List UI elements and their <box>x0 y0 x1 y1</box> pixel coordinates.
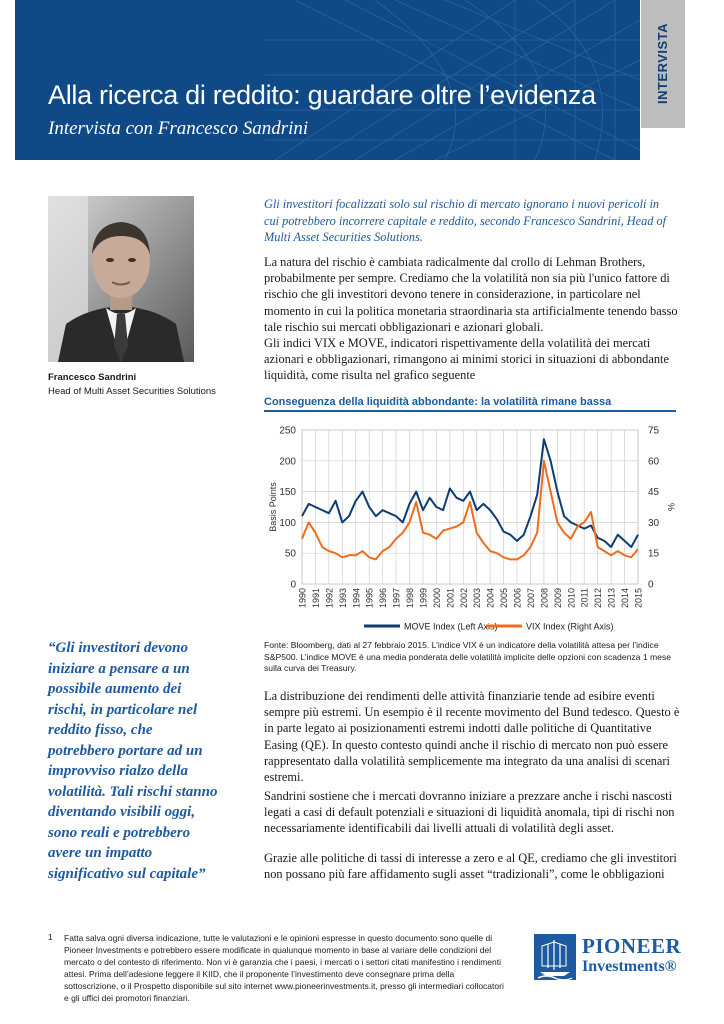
x-tick-label: 2005 <box>499 588 510 609</box>
footnote-number: 1 <box>48 932 53 942</box>
x-tick-label: 1995 <box>364 588 375 609</box>
chart-title-rule <box>264 410 676 412</box>
photo-caption-role: Head of Multi Asset Securities Solutions <box>48 386 216 397</box>
y2-tick-label: 30 <box>648 517 660 529</box>
intro-text: Gli investitori focalizzati solo sul rischio di mercato ignorano i nuovi pericoli in cui potrebbero incorrere capitale e reddito, secondo Francesco Sandrini, Head of Multi Asset Securities Solutions. <box>264 197 667 244</box>
paragraph-text: La distribuzione dei rendimenti delle attività finanziarie tende ad esibire eventi sempre più estremi. Un esempio è il recente movimento del Bund tedesco. Questo è in parte legato ai posizionamenti estremi indotti dalle politiche di Quantitative Easing (QE). In questo contesto quindi anche il rischio di mercato non può essere rappresentato dalla volatilità semplicemente ma integrato da una analisi di scenari estremi. <box>264 689 680 785</box>
x-tick-label: 2000 <box>431 588 442 609</box>
portrait-photo <box>48 196 194 362</box>
x-tick-label: 1999 <box>418 588 429 609</box>
x-tick-label: 2008 <box>539 588 550 609</box>
volatility-chart <box>264 418 680 636</box>
paragraph-text: Gli indici VIX e MOVE, indicatori rispettivamente della volatilità dei mercati azionari e obbligazionari, rimangono ai minimi storici in situazioni di abbondante liquidità, come risulta nel grafico seguente <box>264 336 670 383</box>
x-tick-label: 2003 <box>472 588 483 609</box>
y2-tick-label: 15 <box>648 548 660 560</box>
y-axis-label: Basis Points <box>268 482 278 532</box>
body-paragraph-2 <box>264 688 682 785</box>
footnote-text: Fatta salva ogni diversa indicazione, tutte le valutazioni e le opinioni espresse in questo documento sono quelle di Pioneer Investments e potrebbero essere modificate in qualunque momento in base al variare delle condizioni del mercato o del contesto di riferimento. Non vi è garanzia che i paesi, i mercati o i settori citati manifestino i rendimenti attesi. Prima dell’adesione leggere il KIID, che il proponente l’investimento deve consegnare prima della sottoscrizione, o il Prospetto disponibile sul sito internet www.pioneerinvestments.it, presso gli intermediari collocatori e gli uffici dei promotori finanziari. <box>64 933 504 1003</box>
x-tick-label: 1997 <box>391 588 402 609</box>
logo-wordmark: PIONEER <box>582 934 682 958</box>
y2-tick-label: 60 <box>648 456 660 468</box>
y2-tick-label: 45 <box>648 487 660 499</box>
section-tab-label: INTERVISTA <box>655 22 671 104</box>
x-tick-label: 2012 <box>593 588 604 609</box>
body-paragraph-4 <box>264 850 682 882</box>
y-tick-label: 0 <box>290 579 296 591</box>
x-tick-label: 2009 <box>552 588 563 609</box>
logo-subwordmark: Investments® <box>582 958 677 975</box>
photo-caption-name: Francesco Sandrini <box>48 372 137 383</box>
x-tick-label: 1998 <box>405 588 416 609</box>
x-tick-label: 1991 <box>310 588 321 609</box>
chart-title: Conseguenza della liquidità abbondante: la volatilità rimane bassa <box>264 396 612 408</box>
x-tick-label: 2001 <box>445 588 456 609</box>
legend-label-vix: VIX Index (Right Axis) <box>526 621 614 632</box>
x-tick-label: 2011 <box>579 588 590 608</box>
body-paragraph-1 <box>264 254 682 384</box>
y-tick-label: 200 <box>279 456 296 468</box>
y-tick-label: 150 <box>279 487 296 499</box>
y2-tick-label: 75 <box>648 425 660 437</box>
y-tick-label: 100 <box>279 517 296 529</box>
x-tick-label: 2002 <box>458 588 469 609</box>
legend-label-move: MOVE Index (Left Axis) <box>404 621 498 632</box>
y2-tick-label: 0 <box>648 579 654 591</box>
page-subtitle: Intervista con Francesco Sandrini <box>48 118 309 139</box>
x-tick-label: 1992 <box>324 588 335 609</box>
x-tick-label: 2010 <box>566 588 577 609</box>
y2-axis-label: % <box>666 502 676 512</box>
x-tick-label: 1996 <box>378 588 389 609</box>
body-paragraph-3 <box>264 788 682 837</box>
x-tick-label: 1993 <box>337 588 348 609</box>
x-tick-label: 2006 <box>512 588 523 609</box>
x-tick-label: 2013 <box>606 588 617 609</box>
x-tick-label: 1990 <box>297 588 308 609</box>
page-title: Alla ricerca di reddito: guardare oltre l’evidenza <box>48 80 596 110</box>
y-tick-label: 250 <box>279 425 296 437</box>
chart-source-note: Fonte: Bloomberg, dati al 27 febbraio 2015. L’indice VIX è un indicatore della volatilità attesa per l’indice S&P500. L’indice MOVE è una media ponderata delle volatilità implicite delle opzioni con scadenza 1 mese sulla curva dei Treasury. <box>264 640 672 673</box>
x-tick-label: 2004 <box>485 588 496 609</box>
x-tick-label: 2014 <box>620 588 631 609</box>
x-tick-label: 1994 <box>351 588 362 609</box>
x-tick-label: 2015 <box>633 588 644 609</box>
pull-quote: “Gli investitori devono iniziare a pensare a un possibile aumento dei rischi, in particolare nel reddito fisso, che potrebbero portare ad un improvviso rialzo della volatilità. Tali rischi stanno diventando visibili oggi, sono reali e potrebbero avere un impatto significativo sul capitale” <box>48 640 218 882</box>
section-tab <box>641 0 685 128</box>
paragraph-text: Sandrini sostiene che i mercati dovranno iniziare a prezzare anche i rischi nascosti legati a casi di default potenziali e situazioni di liquidità anomala, tipi di rischi non necessariamente identificabili dai livelli attuali di volatilità degli asset. <box>264 789 675 836</box>
paragraph-text: Grazie alle politiche di tassi di interesse a zero e al QE, crediamo che gli investitori non possano più fare affidamento sugli asset “tradizionali”, come le obbligazioni <box>264 851 677 882</box>
y-tick-label: 50 <box>284 548 296 560</box>
x-tick-label: 2007 <box>525 588 536 609</box>
paragraph-text: La natura del rischio è cambiata radicalmente dal crollo di Lehman Brothers, probabilmente per sempre. Crediamo che la volatilità non sia più l'unico fattore di rischio che gli investitori devono tenere in considerazione, in particolare nel momento in cui la politica monetaria straordinaria sta artificialmente tenendo basso tale rischio sui mercati obbligazionari e azionari globali. <box>264 255 678 334</box>
